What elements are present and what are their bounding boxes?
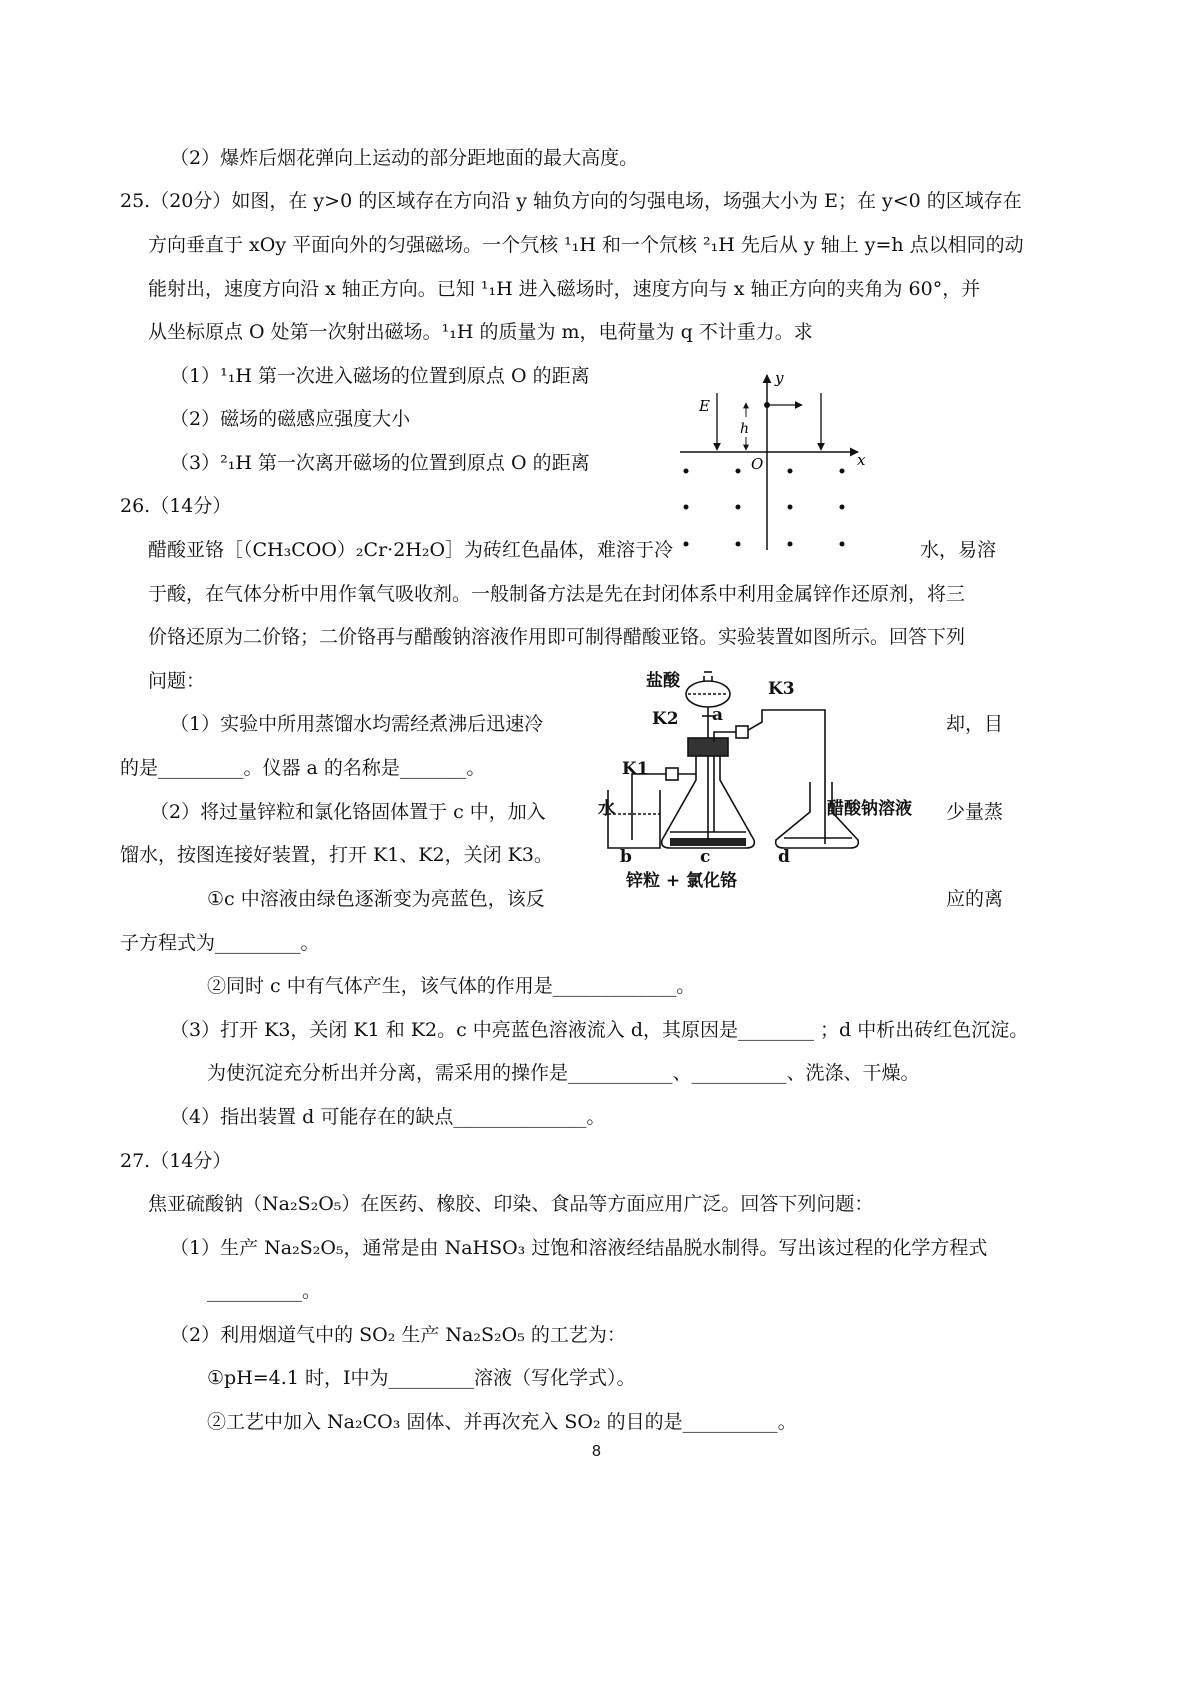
- text-line: 却，目: [946, 713, 1004, 735]
- text-line: 于酸，在气体分析中用作氧气吸收剂。一般制备方法是先在封闭体系中利用金属锌作还原剂，将三: [148, 583, 966, 605]
- question-26-header: 26.（14分）: [120, 495, 232, 517]
- origin-label: O: [751, 455, 764, 473]
- stopper: [688, 738, 728, 756]
- text-line: 问题：: [148, 670, 206, 692]
- sub-question: （2）将过量锌粒和氯化铬固体置于 c 中，加入: [150, 801, 546, 823]
- magnetic-field-dots: [684, 469, 845, 547]
- valve-k1: [666, 768, 678, 780]
- text-line: 方向垂直于 xOy 平面向外的匀强磁场。一个氕核 ¹₁H 和一个氘核 ²₁H 先后从 y 轴上 y=h 点以相同的动: [148, 234, 1024, 256]
- label-a: a: [712, 705, 724, 725]
- text-line: ①pH=4.1 时，Ⅰ中为_________溶液（写化学式）。: [207, 1367, 636, 1389]
- question-27-header: 27.（14分）: [120, 1150, 232, 1172]
- h-label: h: [740, 421, 750, 437]
- label-k1: K1: [622, 759, 649, 779]
- text-line: 价铬还原为二价铬；二价铬再与醋酸钠溶液作用即可制得醋酸亚铬。实验装置如图所示。回答下列: [148, 626, 966, 648]
- text-line: 子方程式为_________。: [120, 932, 320, 954]
- text-line: 从坐标原点 O 处第一次射出磁场。¹₁H 的质量为 m，电荷量为 q 不计重力。求: [148, 321, 813, 343]
- question-25-header: 25.（20分）如图，在 y>0 的区域存在方向沿 y 轴负方向的匀强电场，场强大小为 E；在 y<0 的区域存在: [120, 190, 1022, 212]
- text-line: 水，易溶: [920, 539, 997, 561]
- text-line: __________。: [207, 1280, 322, 1302]
- label-b: b: [620, 847, 632, 867]
- text-line: 的是_________。仪器 a 的名称是_______。: [120, 757, 486, 779]
- sub-question: （3）²₁H 第一次离开磁场的位置到原点 O 的距离: [170, 452, 590, 474]
- sub-question: （1）¹₁H 第一次进入磁场的位置到原点 O 的距离: [170, 365, 590, 387]
- text-line: 为使沉淀充分析出并分离，需采用的操作是___________、__________、洗涤、干燥。: [207, 1062, 920, 1084]
- label-naac: 醋酸钠溶液: [827, 799, 912, 819]
- label-d: d: [778, 847, 790, 867]
- page-number: 8: [592, 1443, 601, 1460]
- text-line: 焦亚硫酸钠（Na₂S₂O₅）在医药、橡胶、印染、食品等方面应用广泛。回答下列问题：: [148, 1193, 874, 1215]
- y-axis-label: y: [775, 369, 784, 387]
- label-hcl: 盐酸: [646, 671, 680, 691]
- text-line: 少量蒸: [946, 801, 1004, 823]
- text-line: 醋酸亚铬［（CH₃COO）₂Cr·2H₂O］为砖红色晶体，难溶于冷: [148, 539, 674, 561]
- e-label: E: [699, 397, 710, 415]
- label-zn: 锌粒 + 氯化铬: [626, 871, 738, 891]
- label-water: 水: [598, 799, 615, 819]
- valve-k3: [736, 726, 748, 738]
- label-c: c: [700, 847, 711, 867]
- label-k2: K2: [652, 709, 679, 729]
- apparatus-diagram: [600, 662, 945, 894]
- sub-question: （1）生产 Na₂S₂O₅，通常是由 NaHSO₃ 过饱和溶液经结晶脱水制得。写出该过程的化学方程式: [170, 1237, 988, 1259]
- sub-question: （3）打开 K3，关闭 K1 和 K2。c 中亮蓝色溶液流入 d，其原因是________ ；d 中析出砖红色沉淀。: [170, 1019, 1029, 1041]
- text-line: 馏水，按图连接好装置，打开 K1、K2，关闭 K3。: [120, 844, 553, 866]
- text-line: 能射出，速度方向沿 x 轴正方向。已知 ¹₁H 进入磁场时，速度方向与 x 轴正方向的夹角为 60°，并: [148, 278, 981, 300]
- sub-question: （2）磁场的磁感应强度大小: [170, 408, 411, 430]
- text-line: （2）爆炸后烟花弹向上运动的部分距地面的最大高度。: [170, 147, 639, 169]
- text-line: 应的离: [946, 888, 1004, 910]
- text-line: ②同时 c 中有气体产生，该气体的作用是_____________。: [207, 975, 696, 997]
- label-k3: K3: [768, 679, 795, 699]
- text-line: ①c 中溶液由绿色逐渐变为亮蓝色，该反: [207, 888, 545, 910]
- text-line: ②工艺中加入 Na₂CO₃ 固体、并再次充入 SO₂ 的目的是__________。: [207, 1411, 797, 1433]
- sub-question: （2）利用烟道气中的 SO₂ 生产 Na₂S₂O₅ 的工艺为：: [170, 1324, 626, 1346]
- field-diagram: [680, 365, 880, 565]
- x-axis-label: x: [857, 451, 866, 469]
- beaker-b: [608, 790, 660, 848]
- sub-question: （4）指出装置 d 可能存在的缺点______________。: [170, 1106, 606, 1128]
- sub-question: （1）实验中所用蒸馏水均需经煮沸后迅速冷: [170, 713, 544, 735]
